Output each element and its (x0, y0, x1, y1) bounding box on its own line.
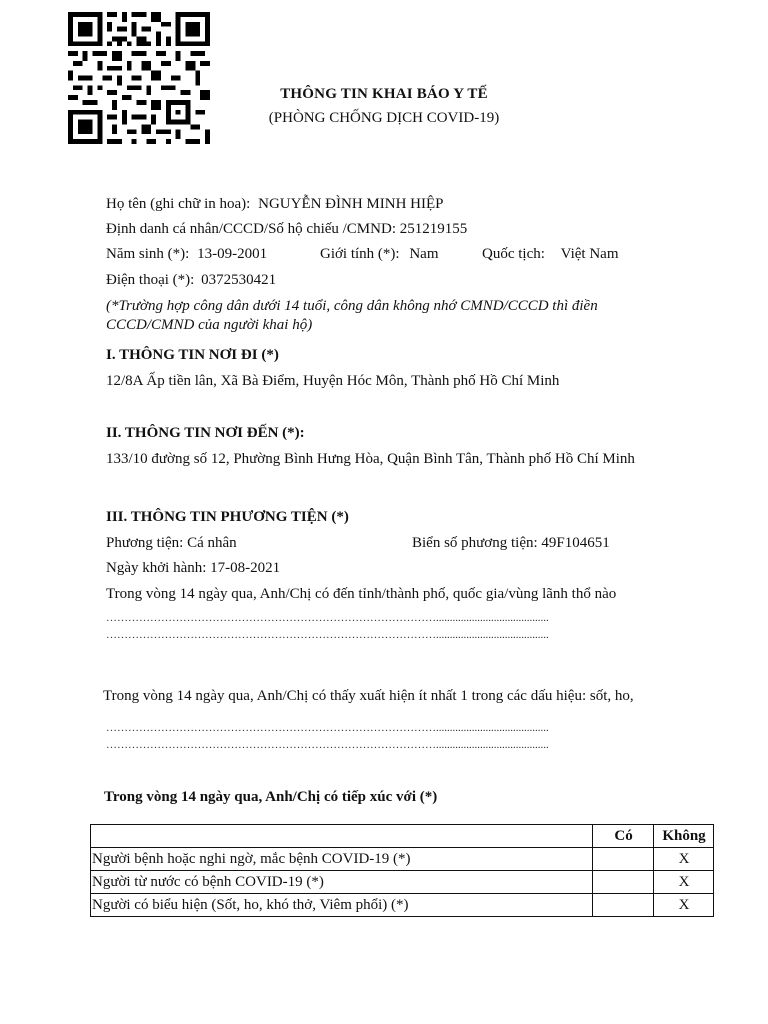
yes-cell[interactable] (593, 871, 654, 894)
no-column-header: Không (654, 825, 714, 848)
travel-answer-line-1: ………………………………………………………………………………......................................... (106, 612, 549, 624)
contact-label-cell: Người từ nước có bệnh COVID-19 (*) (91, 871, 593, 894)
departure-heading: I. THÔNG TIN NƠI ĐI (*) (106, 347, 279, 363)
phone-value: 0372530421 (201, 272, 277, 288)
table-row (91, 871, 714, 894)
travel-answer-line-2: ………………………………………………………………………………......................................... (106, 629, 549, 641)
nationality-label: Quốc tịch: (482, 246, 545, 262)
name-value: NGUYỄN ĐÌNH MINH HIỆP (258, 196, 444, 212)
guardian-note-line-2: CCCD/CMND của người khai hộ) (106, 317, 313, 333)
guardian-note-line-1: (*Trường hợp công dân dưới 14 tuổi, công dân không nhớ CMND/CCCD thì điền (106, 298, 598, 314)
gender-value: Nam (409, 246, 439, 262)
contact-heading: Trong vòng 14 ngày qua, Anh/Chị có tiếp xúc với (*) (104, 789, 438, 805)
destination-heading: II. THÔNG TIN NƠI ĐẾN (*): (106, 425, 305, 441)
symptom-question: Trong vòng 14 ngày qua, Anh/Chị có thấy xuất hiện ít nhất 1 trong các dấu hiệu: sốt, ho, (103, 688, 634, 704)
vehicle-value: Cá nhân (187, 535, 237, 551)
yes-cell[interactable] (593, 894, 654, 917)
departure-date-value: 17-08-2021 (210, 560, 281, 576)
gender-label: Giới tính (*): (320, 246, 400, 262)
no-cell[interactable]: X (654, 871, 714, 894)
id-value: 251219155 (399, 221, 468, 237)
name-label: Họ tên (ghi chữ in hoa): (106, 196, 251, 212)
nationality-row (482, 246, 619, 263)
id-row (106, 221, 467, 238)
header-blank-cell (91, 825, 593, 848)
departure-date-row (106, 560, 280, 577)
departure-date-label: Ngày khởi hành: (106, 560, 207, 576)
gender-row (320, 246, 439, 263)
yes-cell[interactable] (593, 848, 654, 871)
plate-value: 49F104651 (541, 535, 610, 551)
phone-label: Điện thoại (*): (106, 272, 195, 288)
plate-label: Biển số phương tiện: (412, 535, 538, 551)
vehicle-label: Phương tiện: (106, 535, 184, 551)
dob-label: Năm sinh (*): (106, 246, 190, 262)
table-row (91, 848, 714, 871)
plate-row (412, 535, 610, 552)
contact-label-cell: Người bệnh hoặc nghi ngờ, mắc bệnh COVID-19 (*) (91, 848, 593, 871)
destination-address: 133/10 đường số 12, Phường Bình Hưng Hòa, Quận Bình Tân, Thành phố Hồ Chí Minh (106, 451, 635, 467)
vehicle-heading: III. THÔNG TIN PHƯƠNG TIỆN (*) (106, 509, 349, 525)
symptom-answer-line-2: ………………………………………………………………………………......................................... (106, 739, 549, 751)
phone-row (106, 272, 276, 289)
dob-value: 13-09-2001 (197, 246, 268, 262)
vehicle-row (106, 535, 237, 552)
document-subtitle: (PHÒNG CHỐNG DỊCH COVID-19) (268, 110, 500, 126)
dob-row (106, 246, 267, 263)
guardian-note (106, 297, 686, 335)
symptom-answer-line-1: ………………………………………………………………………………......................................... (106, 722, 549, 734)
table-row (91, 894, 714, 917)
contact-table-header (91, 825, 714, 848)
contact-table (90, 824, 714, 917)
contact-label-cell: Người có biểu hiện (Sốt, ho, khó thở, Viêm phổi) (*) (91, 894, 593, 917)
id-label: Định danh cá nhân/CCCD/Số hộ chiếu /CMND: (106, 221, 396, 237)
no-cell[interactable]: X (654, 848, 714, 871)
document-title: THÔNG TIN KHAI BÁO Y TẾ (280, 86, 488, 102)
yes-column-header: Có (593, 825, 654, 848)
departure-address: 12/8A Ấp tiền lân, Xã Bà Điểm, Huyện Hóc Môn, Thành phố Hồ Chí Minh (106, 373, 560, 389)
name-row (106, 196, 444, 213)
nationality-value: Việt Nam (560, 246, 619, 262)
travel-question: Trong vòng 14 ngày qua, Anh/Chị có đến tỉnh/thành phố, quốc gia/vùng lãnh thổ nào (106, 586, 617, 602)
no-cell[interactable]: X (654, 894, 714, 917)
